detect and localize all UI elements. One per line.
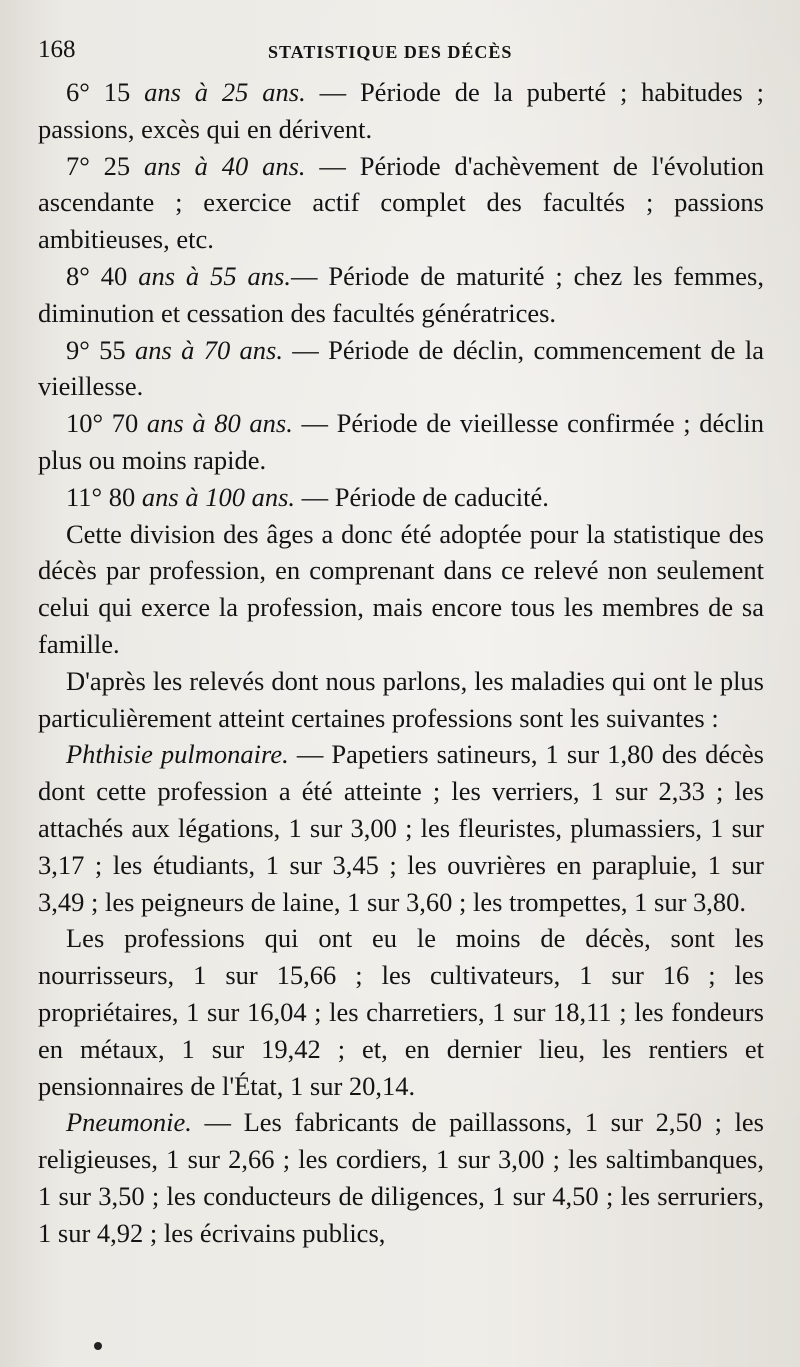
- entry-number: 8° 40: [66, 260, 128, 291]
- entry-age-range: ans à 55 ans.: [138, 260, 291, 291]
- paragraph-division: Cette division des âges a donc été adoptée pour la statistique des décès par profession, en comprenant dans ce relevé non seulement celui qui exerce la profession, mais encore tous les membres de sa famille.: [38, 518, 764, 659]
- age-period-entry: [38, 148, 764, 258]
- paragraph-releves: D'après les relevés dont nous parlons, les maladies qui ont le plus particulièrement atteint certaines professions sont les suivantes :: [38, 665, 764, 733]
- paragraph-moins: Les professions qui ont eu le moins de décès, sont les nourrisseurs, 1 sur 15,66 ; les cultivateurs, 1 sur 16 ; les propriétaires, 1 sur 16,04 ; les charretiers, 1 sur 18,11 ; les fondeurs en métaux, 1 sur 19,42 ; et, en dernier lieu, les rentiers et pensionnaires de l'État, 1 sur 20,14.: [38, 923, 764, 1101]
- entry-age-range: ans à 80 ans.: [146, 408, 293, 439]
- page-body: [38, 74, 764, 1252]
- disease-label: Pneumonie.: [66, 1107, 192, 1138]
- running-head: STATISTIQUE DES DÉCÈS: [268, 42, 513, 62]
- disease-text: — Les fabricants de paillassons, 1 sur 2,50 ; les religieuses, 1 sur 2,66 ; les cordiers, 1 sur 3,00 ; les saltimbanques, 1 sur 3,50 ; les conducteurs de diligences, 1 sur 4,50 ; les serruriers, 1 sur 4,92 ; les écrivains publics,: [38, 1107, 764, 1248]
- entry-number: 10° 70: [66, 408, 139, 439]
- age-period-entry: [38, 479, 764, 516]
- paragraph-phthisie: [38, 736, 764, 920]
- entry-description: — Période de la puberté ; habitudes ; passions, excès qui en dérivent.: [38, 77, 764, 144]
- age-period-entry: [38, 74, 764, 148]
- entry-number: 9° 55: [66, 334, 126, 365]
- age-period-entry: [38, 258, 764, 332]
- entry-age-range: ans à 70 ans.: [135, 334, 283, 365]
- footer-ink-dot: [94, 1342, 102, 1350]
- entry-description: — Période de déclin, commencement de la vieillesse.: [38, 334, 764, 402]
- entry-description: — Période de vieillesse confirmée ; déclin plus ou moins rapide.: [38, 408, 764, 475]
- age-period-entry: [38, 405, 764, 479]
- entry-number: 6° 15: [66, 77, 131, 107]
- entry-description: — Période de maturité ; chez les femmes, diminution et cessation des facultés génératrices.: [38, 260, 764, 328]
- entry-number: 7° 25: [66, 150, 131, 181]
- entry-age-range: ans à 100 ans.: [141, 481, 296, 512]
- entry-age-range: ans à 40 ans.: [144, 150, 306, 181]
- entry-age-range: ans à 25 ans.: [144, 77, 306, 107]
- entry-number: 11° 80: [66, 481, 136, 512]
- age-period-entry: [38, 332, 764, 406]
- page-header: [38, 36, 558, 66]
- entry-description: — Période d'achèvement de l'évolution ascendante ; exercice actif complet des facultés ; passions ambitieuses, etc.: [38, 150, 764, 255]
- disease-label: Phthisie pulmonaire.: [66, 739, 289, 770]
- entry-description: — Période de caducité.: [295, 481, 549, 512]
- page-number: 168: [38, 36, 76, 63]
- paragraph-pneumonie: [38, 1104, 764, 1251]
- disease-text: — Papetiers satineurs, 1 sur 1,80 des décès dont cette profession a été atteinte ; les verriers, 1 sur 2,33 ; les attachés aux légations, 1 sur 3,00 ; les fleuristes, plumassiers, 1 sur 3,17 ; les étudiants, 1 sur 3,45 ; les ouvrières en parapluie, 1 sur 3,49 ; les peigneurs de laine, 1 sur 3,60 ; les trompettes, 1 sur 3,80.: [38, 739, 764, 917]
